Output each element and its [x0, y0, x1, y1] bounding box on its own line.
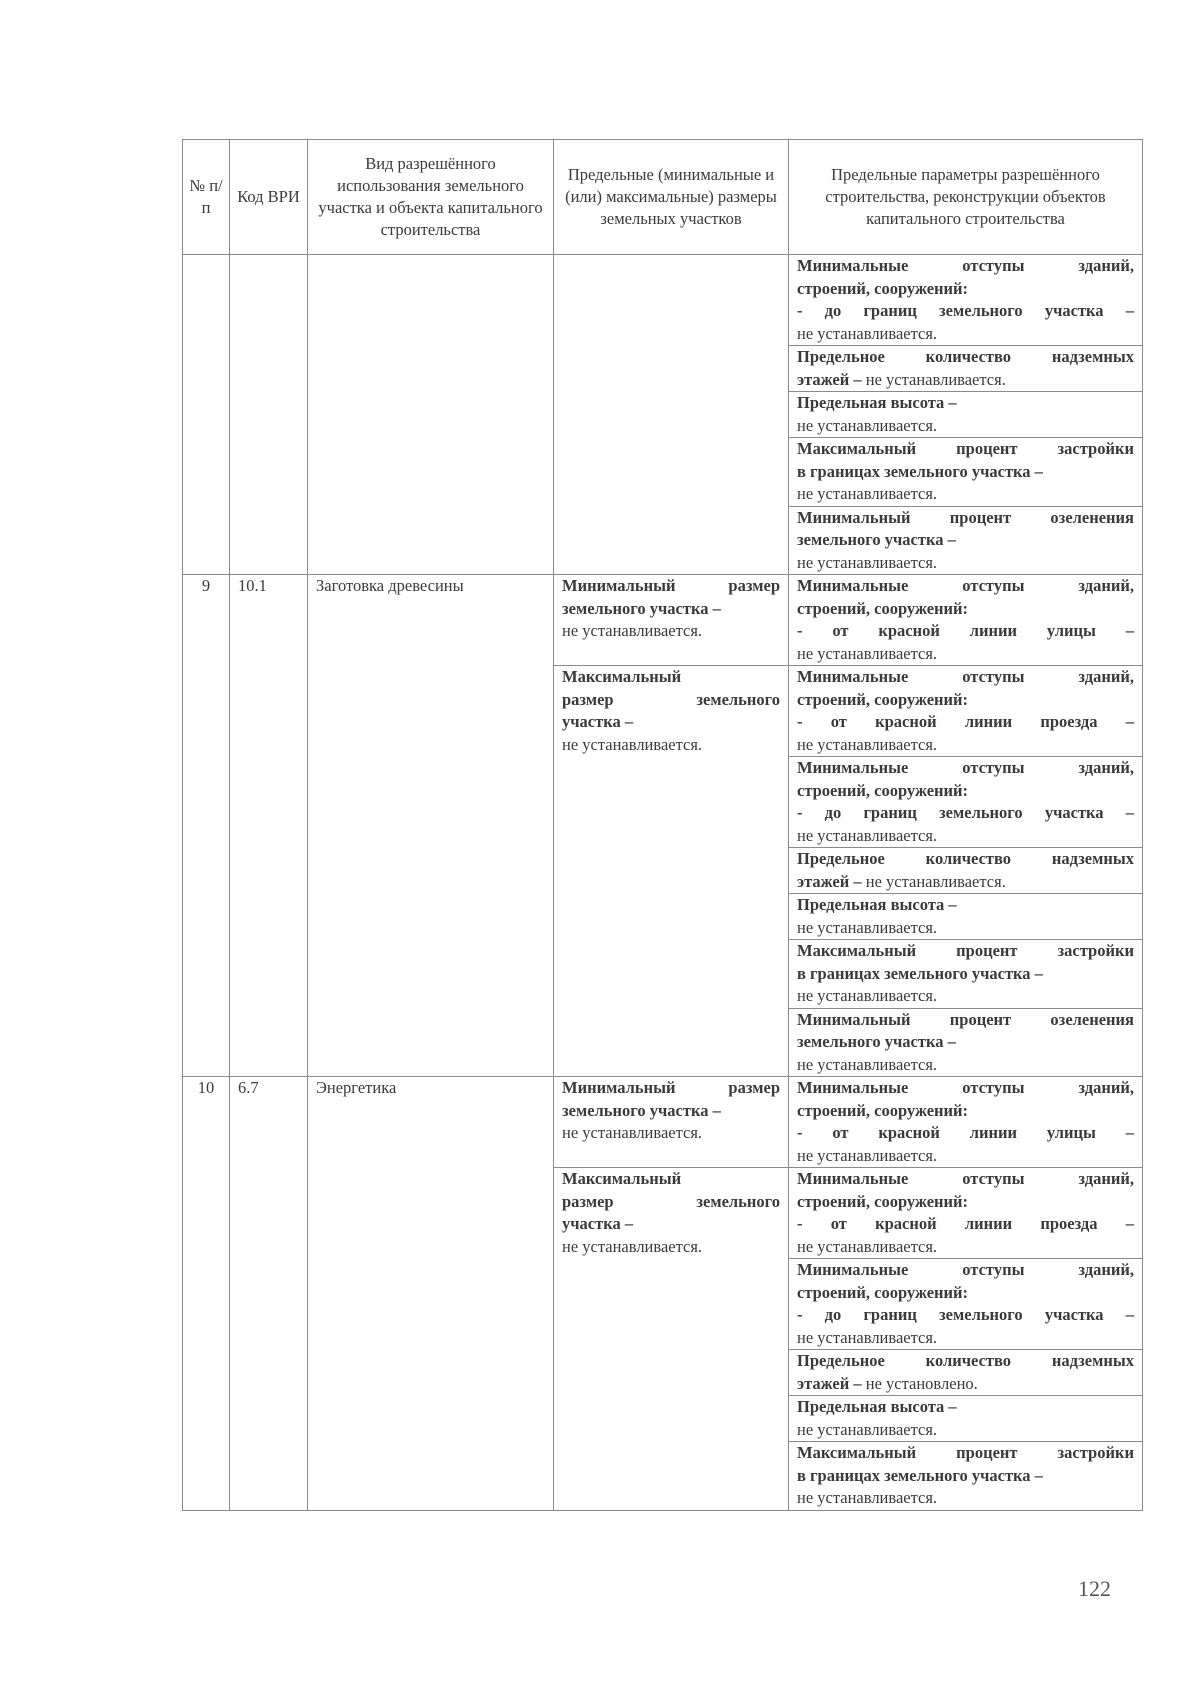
param-cell — [789, 757, 1143, 848]
header-number: № п/п — [183, 140, 230, 255]
size-value: не устанавливается. — [562, 621, 703, 640]
param-bold-line: Максимальный процент застройки — [797, 941, 1134, 960]
size-bold-line: участка – — [562, 1214, 634, 1233]
param-bold-line: Максимальный процент застройки — [797, 439, 1134, 458]
header-use-type: Вид разрешённого использования земельного участка и объекта капитального строительства — [308, 140, 554, 255]
size-value: не устанавливается. — [562, 1123, 703, 1142]
param-value: не устанавливается. — [797, 734, 938, 754]
param-bold-line: Минимальные отступы зданий, — [797, 667, 1134, 686]
table-row — [183, 255, 1143, 346]
param-cell — [789, 894, 1143, 940]
header-row — [183, 140, 1143, 255]
param-bold-line: - до границ земельного участка – — [797, 301, 1134, 320]
param-bold-line: Предельное количество надземных — [797, 1351, 1134, 1370]
param-cell — [789, 1008, 1143, 1077]
size-bold-line: земельного участка – — [562, 1100, 721, 1120]
param-bold-line: Минимальные отступы зданий, — [797, 1260, 1134, 1279]
param-cell — [789, 346, 1143, 392]
size-min-cell — [554, 1077, 789, 1168]
param-bold-line: в границах земельного участка – — [797, 1465, 1043, 1485]
param-cell — [789, 575, 1143, 666]
size-bold-line: земельного участка – — [562, 598, 721, 618]
size-bold-line: Минимальный размер — [562, 576, 780, 595]
param-cell — [789, 848, 1143, 894]
header-construction-params: Предельные параметры разрешённого строительства, реконструкции объектов капитального строительства — [789, 140, 1143, 255]
size-bold-line: размер земельного — [562, 1191, 780, 1211]
param-bold-line: - от красной линии улицы – — [797, 621, 1134, 640]
table-row — [183, 575, 1143, 666]
regulations-table — [182, 139, 1143, 1511]
param-cell — [789, 1350, 1143, 1396]
row-code: 10.1 — [230, 575, 308, 1077]
row-use-name: Энергетика — [308, 1077, 554, 1511]
param-value: не устанавливается. — [797, 643, 938, 663]
param-bold-line: Максимальный процент застройки — [797, 1443, 1134, 1462]
size-value: не устанавливается. — [562, 1236, 703, 1256]
param-bold-line: Предельная высота – — [797, 895, 957, 914]
param-bold-line: Минимальные отступы зданий, — [797, 256, 1134, 275]
param-value: не устанавливается. — [797, 484, 938, 503]
param-cell — [789, 1396, 1143, 1442]
param-bold-line: земельного участка – — [797, 1032, 956, 1051]
param-cell — [789, 392, 1143, 438]
header-code: Код ВРИ — [230, 140, 308, 255]
param-bold-line: Минимальный процент озеленения — [797, 1009, 1134, 1029]
param-value: не устанавливается. — [861, 871, 1006, 891]
param-bold-line: - от красной линии проезда – — [797, 1214, 1134, 1233]
param-value: не устанавливается. — [797, 917, 938, 937]
param-value: не устанавливается. — [797, 552, 938, 572]
param-bold-line: в границах земельного участка – — [797, 963, 1043, 983]
size-bold-line: размер земельного — [562, 689, 780, 709]
param-cell — [789, 1077, 1143, 1168]
page-number: 122 — [1078, 1576, 1111, 1601]
param-bold-line: строений, сооружений: — [797, 689, 969, 709]
param-bold-text: этажей – — [797, 369, 862, 389]
param-value: не устанавливается. — [797, 415, 938, 435]
cont-code-cell — [230, 255, 308, 575]
size-bold-line: Максимальный — [562, 1169, 682, 1188]
param-bold-line: строений, сооружений: — [797, 598, 969, 618]
param-value: не устанавливается. — [797, 1419, 938, 1439]
param-bold-line: Предельное количество надземных — [797, 347, 1134, 366]
param-value: не устанавливается. — [797, 1145, 938, 1165]
size-max-cell — [554, 1168, 789, 1511]
param-bold-line: строений, сооружений: — [797, 1191, 969, 1211]
cont-name-cell — [308, 255, 554, 575]
param-bold-line: строений, сооружений: — [797, 278, 969, 298]
row-code: 6.7 — [230, 1077, 308, 1511]
param-value: не устанавливается. — [797, 1488, 938, 1507]
param-bold-line: строений, сооружений: — [797, 1282, 969, 1302]
param-bold-line: - до границ земельного участка – — [797, 803, 1134, 822]
row-number: 10 — [183, 1077, 230, 1511]
param-bold-line: Минимальные отступы зданий, — [797, 758, 1134, 777]
param-cell — [789, 1259, 1143, 1350]
param-bold-line: - от красной линии улицы – — [797, 1123, 1134, 1142]
param-cell — [789, 1168, 1143, 1259]
param-cell — [789, 940, 1143, 1009]
param-value: не устанавливается. — [797, 1236, 938, 1256]
size-bold-line: участка – — [562, 712, 634, 731]
row-use-name: Заготовка древесины — [308, 575, 554, 1077]
cont-size-cell — [554, 255, 789, 575]
size-max-cell — [554, 666, 789, 1077]
param-bold-line: Предельное количество надземных — [797, 849, 1134, 868]
param-bold-line: в границах земельного участка – — [797, 461, 1043, 481]
size-value: не устанавливается. — [562, 734, 703, 754]
param-cell — [789, 506, 1143, 575]
param-bold-line: земельного участка – — [797, 530, 956, 549]
size-min-cell — [554, 575, 789, 666]
param-bold-line: строений, сооружений: — [797, 780, 969, 800]
param-value: не установлено. — [861, 1373, 978, 1393]
param-bold-line: Предельная высота – — [797, 1397, 957, 1416]
param-bold-text: этажей – — [797, 871, 862, 891]
size-bold-line: Максимальный — [562, 667, 682, 686]
table-row — [183, 1077, 1143, 1168]
size-bold-line: Минимальный размер — [562, 1078, 780, 1097]
param-cell — [789, 438, 1143, 507]
param-value: не устанавливается. — [797, 1054, 938, 1074]
param-value: не устанавливается. — [797, 825, 938, 845]
row-number: 9 — [183, 575, 230, 1077]
param-bold-text: этажей – — [797, 1373, 862, 1393]
param-value: не устанавливается. — [797, 986, 938, 1005]
param-bold-line: Предельная высота – — [797, 393, 957, 412]
param-bold-line: Минимальный процент озеленения — [797, 507, 1134, 527]
param-cell — [789, 255, 1143, 346]
param-value: не устанавливается. — [861, 369, 1006, 389]
param-bold-line: - от красной линии проезда – — [797, 712, 1134, 731]
header-plot-sizes: Предельные (минимальные и (или) максимальные) размеры земельных участков — [554, 140, 789, 255]
param-cell — [789, 666, 1143, 757]
cont-number-cell — [183, 255, 230, 575]
param-bold-line: Минимальные отступы зданий, — [797, 576, 1134, 595]
param-bold-line: Минимальные отступы зданий, — [797, 1169, 1134, 1188]
param-bold-line: - до границ земельного участка – — [797, 1305, 1134, 1324]
param-bold-line: строений, сооружений: — [797, 1100, 969, 1120]
param-value: не устанавливается. — [797, 1327, 938, 1347]
param-cell — [789, 1442, 1143, 1511]
param-bold-line: Минимальные отступы зданий, — [797, 1078, 1134, 1097]
param-value: не устанавливается. — [797, 323, 938, 343]
